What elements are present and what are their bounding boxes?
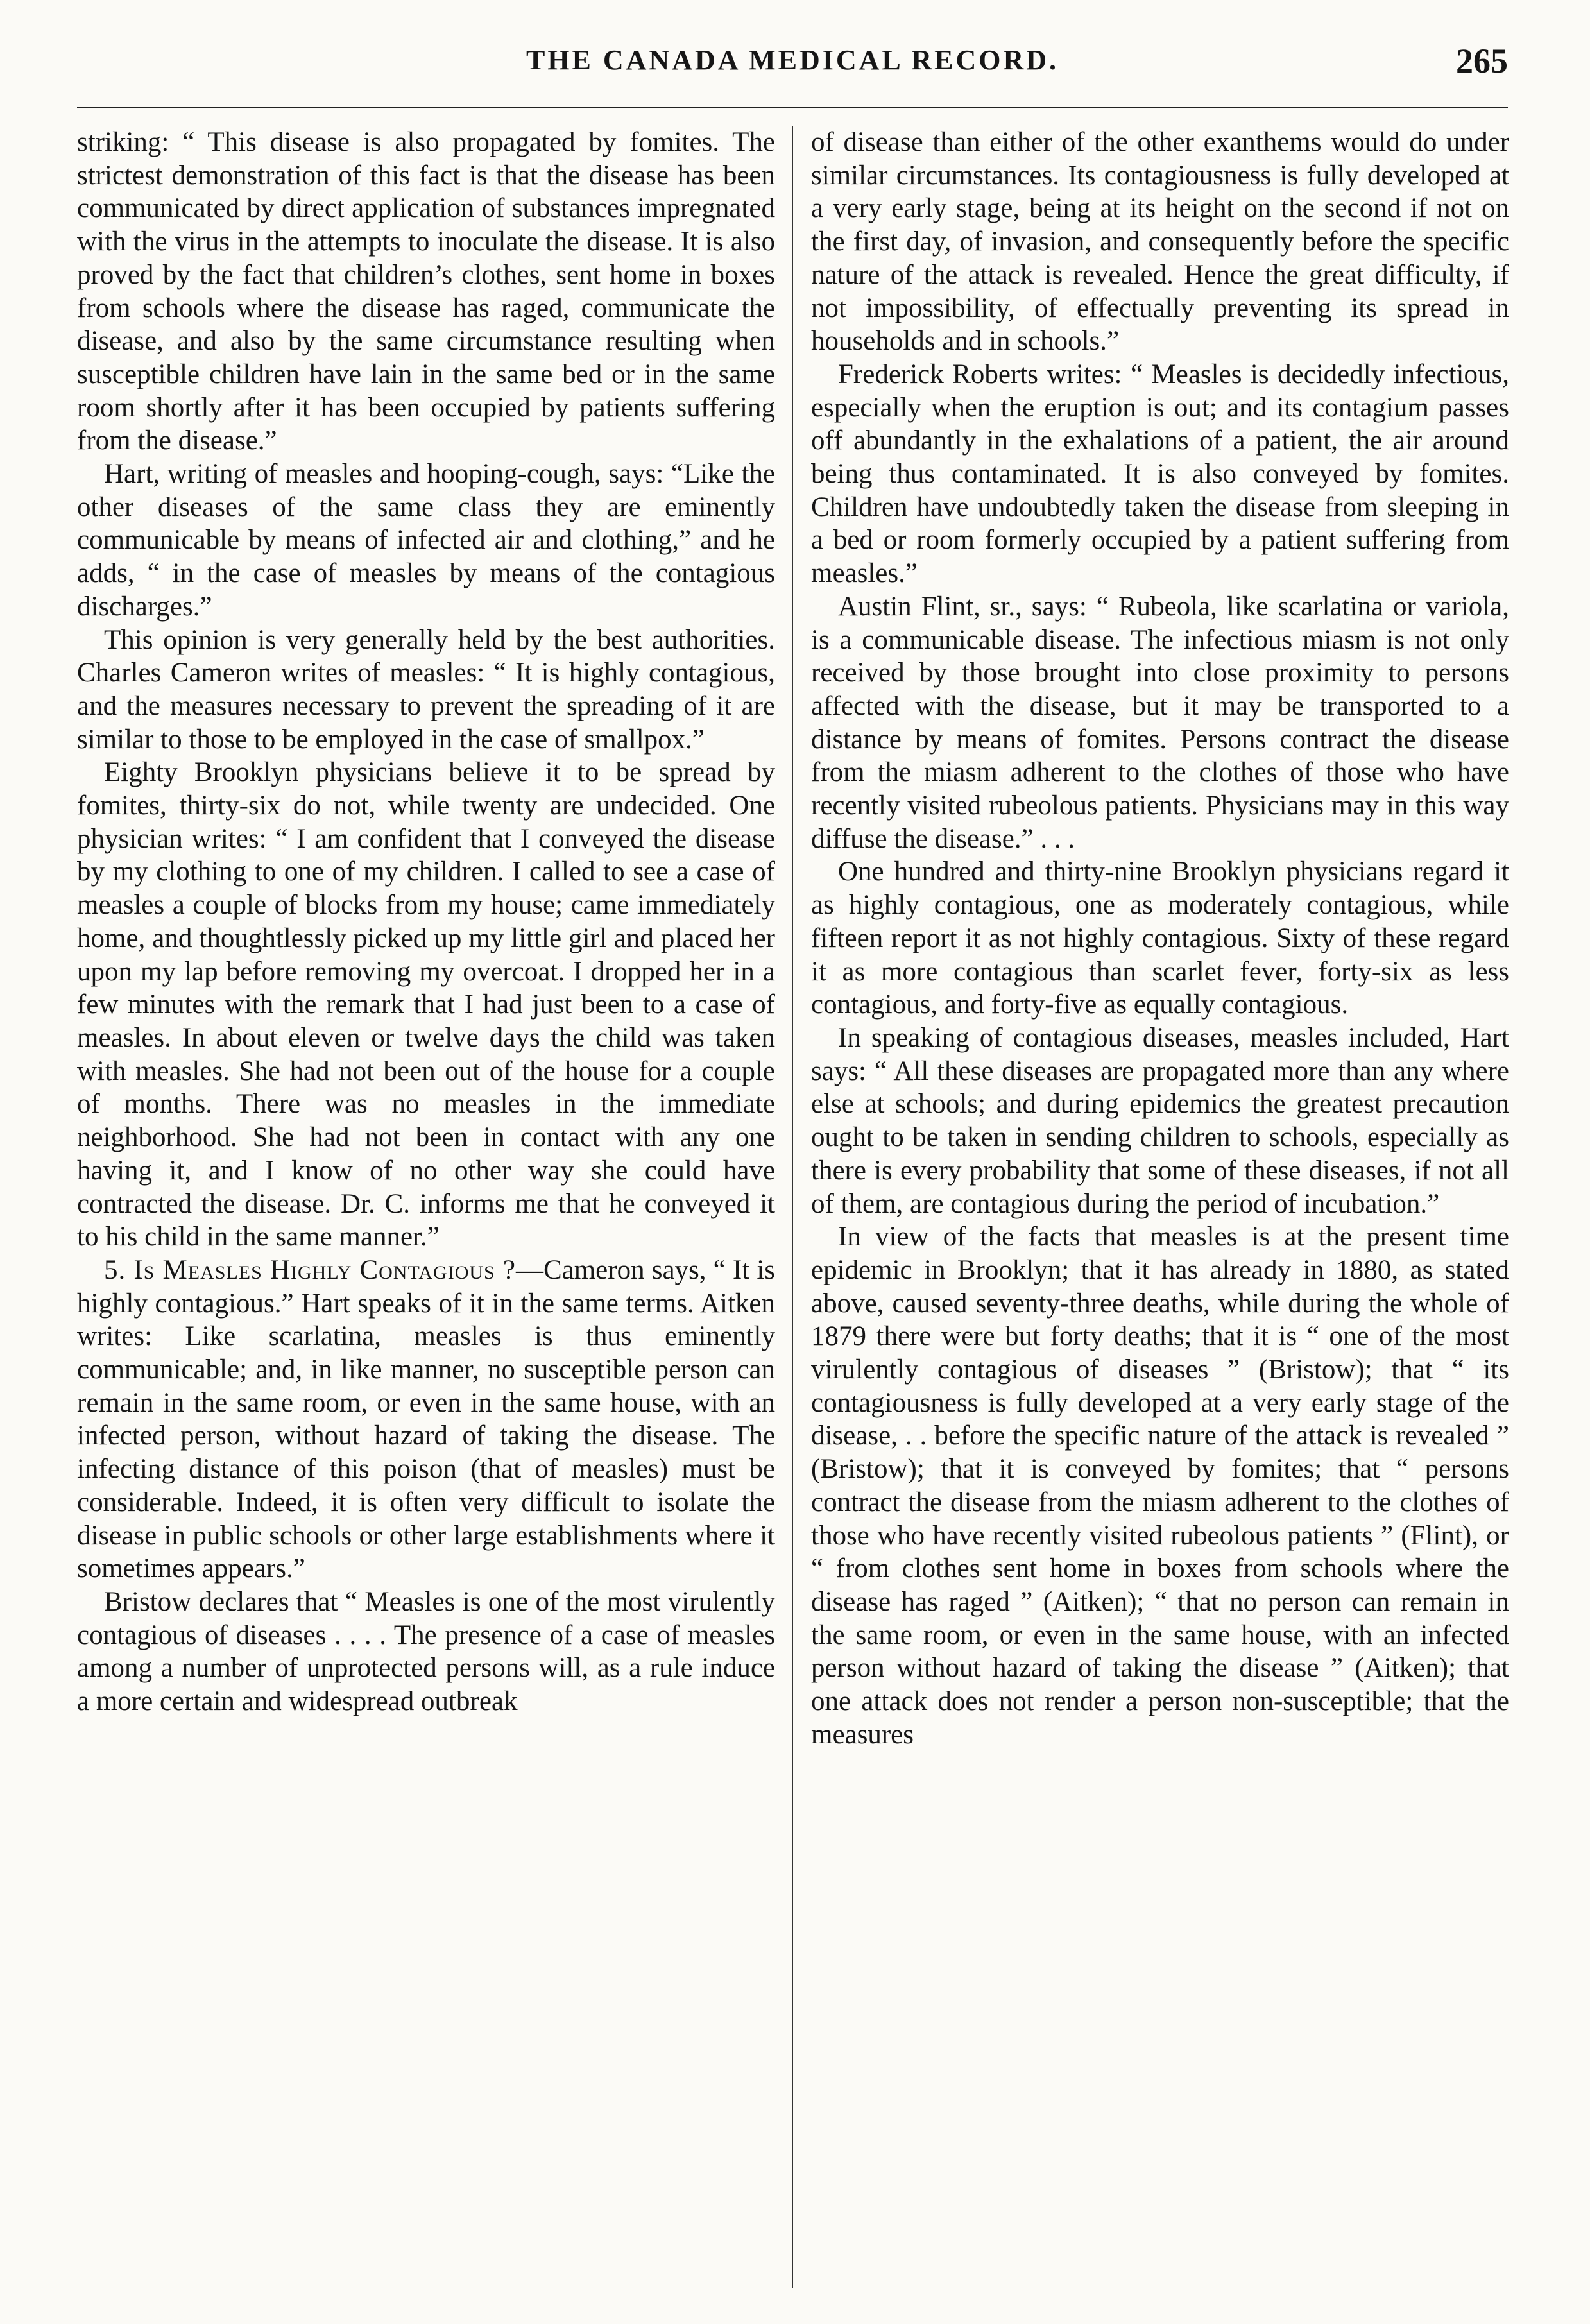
header-rule-thick xyxy=(77,107,1508,108)
paragraph: In speaking of contagious diseases, measles included, Hart says: “ All these diseases are propagated more than any where else at schools; and during epidemics the greatest precaution ought to be taken in sending children to schools, especially as there is every probability that some of these diseases, if not all of them, are contagious during the period of incubation.” xyxy=(811,1022,1509,1219)
paragraph: Eighty Brooklyn physicians believe it to be spread by fomites, thirty-six do not, while twenty are undecided. One physician writes: “ I am confident that I conveyed the disease by my clothing to one of my children. I called to see a case of measles a couple of blocks from my house; came immediately home, and thoughtlessly picked up my little girl and placed her upon my lap before removing my overcoat. I dropped her in a few minutes with the remark that I had just been to a case of measles. In about eleven or twelve days the child was taken with measles. She had not been out of the house for a couple of months. There was no measles in the immediate neighborhood. She had not been in contact with any one having it, and I know of no other way she could have contracted the disease. Dr. C. informs me that he conveyed it to his child in the same manner.” xyxy=(77,757,775,1252)
paragraph: One hundred and thirty-nine Brooklyn physicians regard it as highly contagious, one as moderately contagious, while fifteen report it as not highly contagious. Sixty of these regard it as more contagious than scarlet fever, forty-six as less contagious, and forty-five as equally contagious. xyxy=(811,857,1509,1020)
paragraph-text: —Cameron says, “ It is highly contagious.” Hart speaks of it in the same terms. Aitken writes: Like scarlatina, measles is thus eminently communicable; and, in like manner, no susceptible person can remain in the same room, or even in the same house, with an infected person, without hazard of taking the disease. The infecting distance of this poison (that of measles) must be considerable. Indeed, it is often very difficult to isolate the disease in public schools or other large establishments where it sometimes appears.” xyxy=(77,1254,775,1584)
paragraph: striking: “ This disease is also propagated by fomites. The strictest demonstration of this fact is that the disease has been communicated by direct application of substances impregnated with the virus in the attempts to inoculate the disease. It is also proved by the fact that children’s clothes, sent home in boxes from schools where the disease has raged, communicate the disease, and also by the same circumstance resulting when susceptible children have lain in the same bed or in the same room shortly after it has been occupied by patients suffering from the disease.” xyxy=(77,127,775,456)
running-title: THE CANADA MEDICAL RECORD. xyxy=(526,44,1059,76)
page-header xyxy=(77,41,1508,92)
right-column xyxy=(811,126,1509,2294)
paragraph: Austin Flint, sr., says: “ Rubeola, like scarlatina or variola, is a communicable disease. The infectious miasm is not only received by those brought into close proximity to persons affected with the disease, but it may be transported to a distance by means of fomites. Persons contract the disease from the miasm adherent to the clothes of those who have recently visited rubeolous patients. Physicians may in this way diffuse the disease.” . . . xyxy=(811,591,1509,854)
left-column xyxy=(77,126,775,2294)
paragraph: Frederick Roberts writes: “ Measles is decidedly infectious, especially when the eruption is out; and its contagium passes off abundantly in the exhalations of a patient, the air around being thus contaminated. It is also conveyed by fomites. Children have undoubtedly taken the disease from sleeping in a bed or room formerly occupied by a patient suffering from measles.” xyxy=(811,359,1509,589)
page-number: 265 xyxy=(1456,42,1508,80)
paragraph: of disease than either of the other exanthems would do under similar circumstances. Its contagiousness is fully developed at a very early stage, being at its height on the second if not on the first day, of invasion, and consequently before the specific nature of the attack is revealed. Hence the great difficulty, if not impossibility, of effectually preventing its spread in households and in schools.” xyxy=(811,127,1509,357)
paragraph: Bristow declares that “ Measles is one of the most virulently contagious of diseases . . . . The presence of a case of measles among a number of unprotected persons will, as a rule induce a more certain and widespread outbreak xyxy=(77,1586,775,1717)
paragraph: This opinion is very generally held by the best authorities. Charles Cameron writes of measles: “ It is highly contagious, and the measures necessary to prevent the spreading of it are similar to those to be employed in the case of smallpox.” xyxy=(77,624,775,755)
paragraph: Hart, writing of measles and hooping-cough, says: “Like the other diseases of the same class they are eminently communicable by means of infected air and clothing,” and he adds, “ in the case of measles by means of the contagious discharges.” xyxy=(77,459,775,622)
section-heading: 5. Is Measles Highly Contagious ? xyxy=(104,1254,516,1285)
section-paragraph xyxy=(77,1254,775,1585)
column-divider xyxy=(792,126,793,2288)
paragraph: In view of the facts that measles is at the present time epidemic in Brooklyn; that it has already in 1880, as stated above, caused seventy-three deaths, while during the whole of 1879 there were but forty deaths; that it is “ one of the most virulently contagious of diseases ” (Bristow); that “ its contagiousness is fully developed at a very early stage of the disease, . . before the specific nature of the attack is revealed ” (Bristow); that it is conveyed by fomites; that “ persons contract the disease from the miasm adherent to the clothes of those who have recently visited rubeolous patients ” (Flint), or “ from clothes sent home in boxes from schools where the disease has raged ” (Aitken); “ that no person can remain in the same room, or even in the same house, with an infected person without hazard of taking the disease ” (Aitken); that one attack does not render a person non-susceptible; that the measures xyxy=(811,1222,1509,1750)
